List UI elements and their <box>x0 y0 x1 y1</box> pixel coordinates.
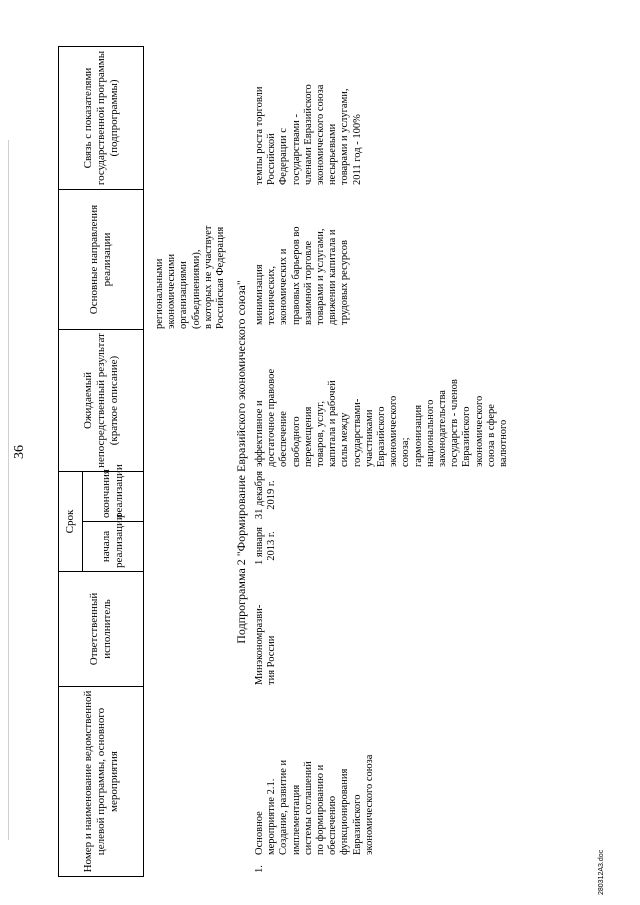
footer-area <box>598 835 610 895</box>
row-expected-result: эффективное и достаточное правовое обеспечение свободного перемещения товаров, услуг, капитала и рабочей силы между государствами- участниками Евразийского экономического союза; гармонизация национального законодательства государств - членов Евразийского экономического союза в сфере валютного <box>254 368 510 467</box>
header-table <box>58 46 144 877</box>
row-number: 1. <box>254 865 265 873</box>
header-start: начала реализации <box>83 522 144 572</box>
header-end: окончания реализации <box>83 472 144 522</box>
row-indicators: темпы роста торговли Российской Федерации с государствами - членами Евразийского экономического союза несырьевыми товарами и услугами, 2011 год - 100% <box>254 84 363 185</box>
subprogram-title: Подпрограмма 2 "Формирование Евразийского экономического союза" <box>234 280 248 644</box>
row-start-date: 1 января 2013 г. <box>254 527 278 565</box>
header-executor: Ответственный исполнитель <box>59 572 144 687</box>
prev-row-directions: региональными экономическими организациями (объединениями), в которых не участвует Российская Федерация <box>154 225 227 329</box>
header-indicators: Связь с показателями государственной программы (подпрограммы) <box>59 47 144 190</box>
margin-line <box>8 140 9 840</box>
footer-filename: 280312А3.doc <box>598 849 605 895</box>
page-number: 36 <box>12 445 27 459</box>
header-number-name: Номер и наименование ведомственной целевой программы, основного мероприятия <box>59 687 144 877</box>
row-directions: минимизация технических, экономических и правовых барьеров во взаимной торговле товарами и услугами, движении капитала и трудовых ресурсов <box>254 226 351 325</box>
row-executor: Минэкономразви- тия России <box>254 604 278 685</box>
header-directions: Основные направления реализации <box>59 190 144 330</box>
row-end-date: 31 декабря 2019 г. <box>254 470 278 520</box>
row-event-name: Основное мероприятие 2.1. Создание, развитие и имплементация системы соглашений по формированию и обеспечению функционирования Евразийского экономического союза <box>254 754 375 855</box>
header-term: Срок <box>59 472 83 572</box>
rotated-page <box>12 27 618 877</box>
header-result: Ожидаемый непосредственный результат (краткое описание) <box>59 330 144 472</box>
